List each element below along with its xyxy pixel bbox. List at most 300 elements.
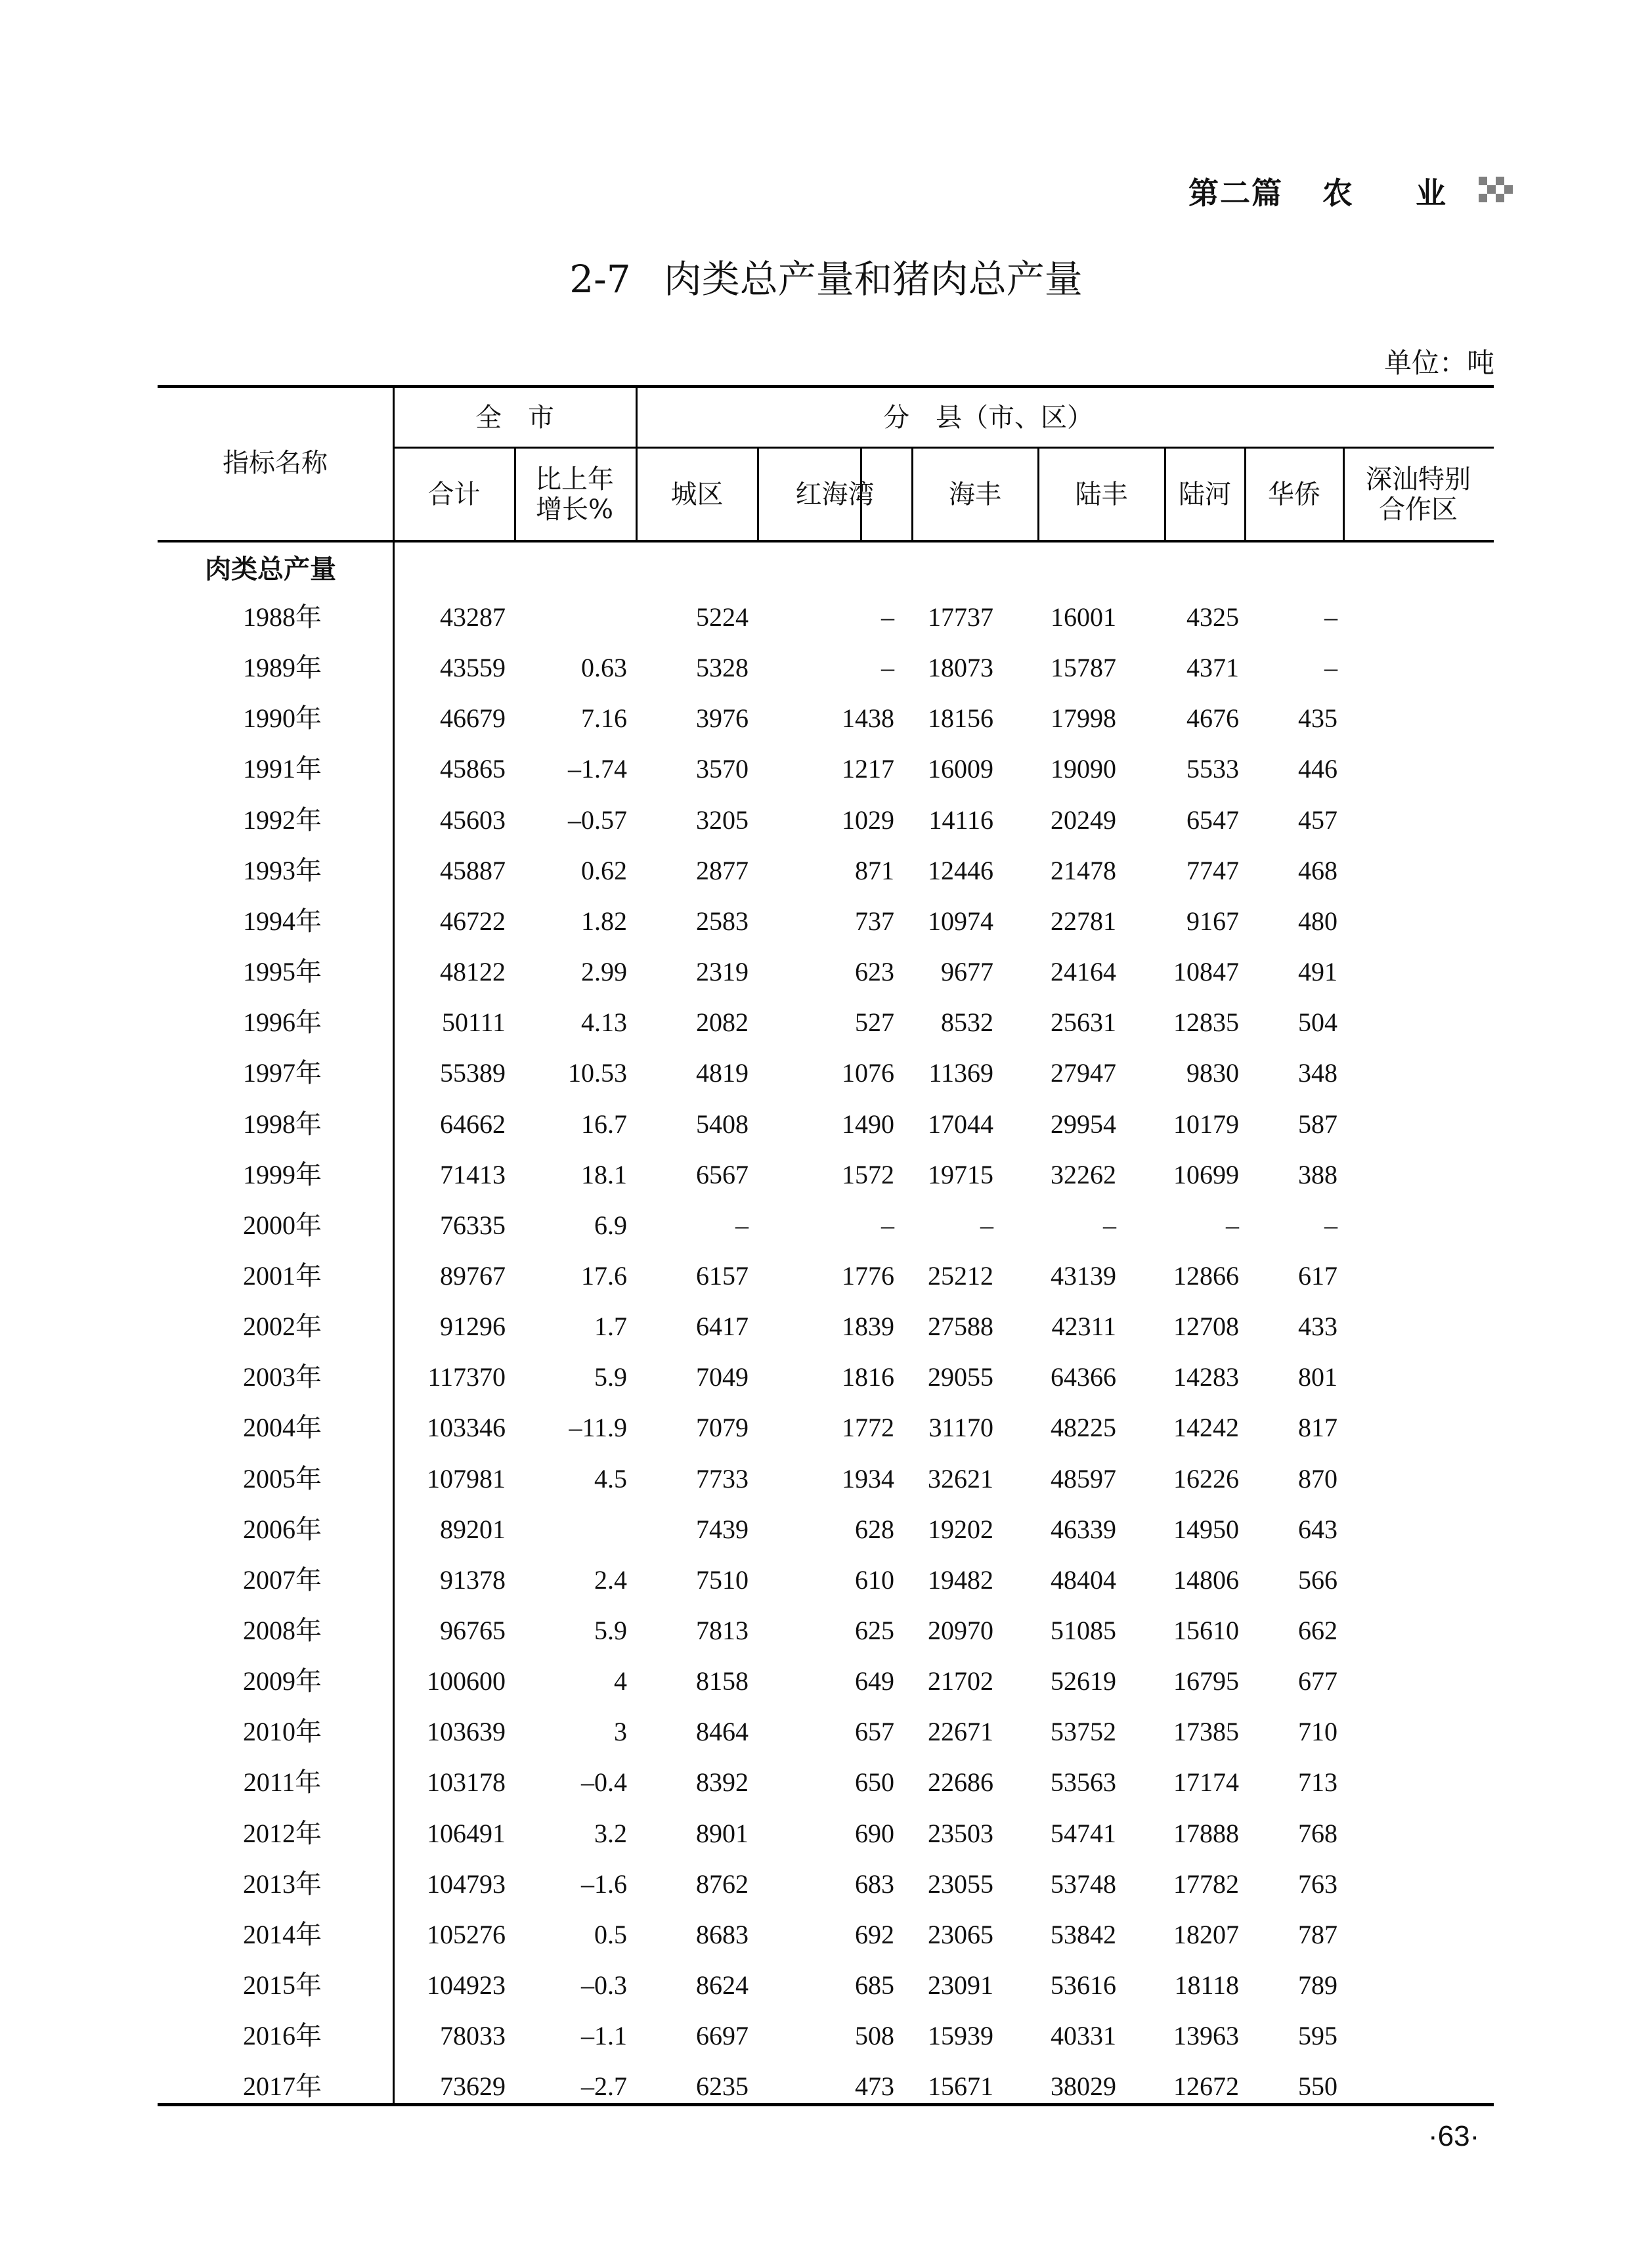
- cell-luhe: 13963: [1173, 2021, 1239, 2050]
- cell-huaqiao: 763: [1298, 1869, 1337, 1899]
- cell-total: 107981: [427, 1464, 506, 1494]
- cell-lufeng: 21478: [1051, 856, 1116, 885]
- cell-growth: –1.74: [568, 754, 627, 784]
- cell-haifeng: 17737: [928, 602, 993, 632]
- cell-growth: –1.1: [581, 2021, 627, 2050]
- cell-shenshan: [1359, 598, 1477, 637]
- cell-growth: –0.57: [568, 805, 627, 835]
- cell-huaqiao: 713: [1298, 1767, 1337, 1797]
- cell-total: 89201: [440, 1515, 506, 1544]
- cell-shenshan: [1359, 1865, 1477, 1904]
- cell-haifeng: 29055: [928, 1362, 993, 1392]
- cell-lufeng: 43139: [1051, 1261, 1116, 1291]
- cell-growth: 10.53: [568, 1058, 627, 1088]
- cell-chengqu: 6235: [696, 2071, 749, 2101]
- cell-total: 117370: [427, 1362, 506, 1392]
- cell-honghaiwan: –: [881, 602, 894, 632]
- cell-chengqu: 6567: [696, 1160, 749, 1189]
- cell-huaqiao: 550: [1298, 2071, 1337, 2101]
- cell-shenshan: [1359, 1712, 1477, 1752]
- row-year: 2004年: [243, 1413, 322, 1442]
- cell-shenshan: [1359, 1611, 1477, 1650]
- row-year: 2003年: [243, 1362, 322, 1392]
- cell-chengqu: 3205: [696, 805, 749, 835]
- cell-luhe: 15610: [1173, 1616, 1239, 1645]
- cell-total: 89767: [440, 1261, 506, 1291]
- cell-luhe: 12708: [1173, 1312, 1239, 1341]
- header-divider: [514, 448, 516, 541]
- cell-growth: 1.82: [581, 906, 627, 936]
- row-year: 1995年: [243, 957, 322, 986]
- cell-lufeng: 24164: [1051, 957, 1116, 986]
- cell-huaqiao: 480: [1298, 906, 1337, 936]
- table-number: 2-7: [569, 257, 631, 301]
- cell-shenshan: [1359, 2016, 1477, 2056]
- cell-chengqu: 3976: [696, 703, 749, 733]
- cell-growth: 18.1: [581, 1160, 627, 1189]
- cell-huaqiao: 504: [1298, 1007, 1337, 1037]
- cell-lufeng: 19090: [1051, 754, 1116, 784]
- cell-shenshan: [1359, 1053, 1477, 1093]
- cell-luhe: 18118: [1174, 1970, 1239, 2000]
- cell-total: 91296: [440, 1312, 506, 1341]
- cell-shenshan: [1359, 1966, 1477, 2005]
- cell-shenshan: [1359, 1206, 1477, 1245]
- cell-lufeng: 40331: [1051, 2021, 1116, 2050]
- cell-growth: 0.5: [594, 1920, 627, 1949]
- cell-growth: 5.9: [594, 1616, 627, 1645]
- cell-growth: 16.7: [581, 1109, 627, 1139]
- cell-haifeng: 18156: [928, 703, 993, 733]
- cell-haifeng: 23055: [928, 1869, 993, 1899]
- cell-growth: –0.3: [581, 1970, 627, 2000]
- cell-huaqiao: –: [1324, 1210, 1337, 1240]
- cell-shenshan: [1359, 801, 1477, 840]
- cell-lufeng: 53748: [1051, 1869, 1116, 1899]
- row-year: 1990年: [243, 703, 322, 733]
- cell-lufeng: 53616: [1051, 1970, 1116, 2000]
- cell-chengqu: 8901: [696, 1819, 749, 1848]
- row-year: 1994年: [243, 906, 322, 936]
- cell-luhe: 5533: [1186, 754, 1239, 784]
- header-honghaiwan: 红海湾: [795, 479, 875, 510]
- cell-luhe: 12672: [1173, 2071, 1239, 2101]
- cell-huaqiao: 595: [1298, 2021, 1337, 2050]
- cell-luhe: 12835: [1173, 1007, 1239, 1037]
- cell-chengqu: 6417: [696, 1312, 749, 1341]
- cell-haifeng: 10974: [928, 906, 993, 936]
- cell-total: 91378: [440, 1565, 506, 1595]
- row-year: 2006年: [243, 1515, 322, 1544]
- cell-growth: 4.13: [581, 1007, 627, 1037]
- cell-lufeng: 15787: [1051, 653, 1116, 682]
- cell-chengqu: 4819: [696, 1058, 749, 1088]
- cell-huaqiao: –: [1324, 602, 1337, 632]
- row-year: 2010年: [243, 1717, 322, 1746]
- cell-growth: 7.16: [581, 703, 627, 733]
- cell-honghaiwan: 508: [855, 2021, 894, 2050]
- cell-huaqiao: 817: [1298, 1413, 1337, 1442]
- cell-haifeng: 11369: [928, 1058, 993, 1088]
- cell-haifeng: 8532: [941, 1007, 993, 1037]
- cell-lufeng: 16001: [1051, 602, 1116, 632]
- cell-honghaiwan: 1438: [842, 703, 894, 733]
- cell-total: 103346: [427, 1413, 506, 1442]
- cell-lufeng: 48225: [1051, 1413, 1116, 1442]
- cell-huaqiao: 768: [1298, 1819, 1337, 1848]
- row-year: 2013年: [243, 1869, 322, 1899]
- cell-huaqiao: 789: [1298, 1970, 1337, 2000]
- cell-total: 96765: [440, 1616, 506, 1645]
- cell-honghaiwan: 473: [855, 2071, 894, 2101]
- cell-total: 45887: [440, 856, 506, 885]
- row-year: 1993年: [243, 856, 322, 885]
- cell-honghaiwan: 690: [855, 1819, 894, 1848]
- cell-honghaiwan: 685: [855, 1970, 894, 2000]
- cell-chengqu: 5408: [696, 1109, 749, 1139]
- cell-huaqiao: 446: [1298, 754, 1337, 784]
- cell-huaqiao: 710: [1298, 1717, 1337, 1746]
- cell-honghaiwan: –: [881, 653, 894, 682]
- row-year: 1991年: [243, 754, 322, 784]
- cell-honghaiwan: –: [881, 1210, 894, 1240]
- cell-luhe: 16226: [1173, 1464, 1239, 1494]
- cell-lufeng: 48404: [1051, 1565, 1116, 1595]
- header-divider: [1343, 448, 1345, 541]
- row-year: 2007年: [243, 1565, 322, 1595]
- cell-growth: 3: [614, 1717, 627, 1746]
- cell-lufeng: 51085: [1051, 1616, 1116, 1645]
- cell-total: 46679: [440, 703, 506, 733]
- row-year: 2017年: [243, 2071, 322, 2101]
- cell-haifeng: 9677: [941, 957, 993, 986]
- cell-growth: [509, 598, 627, 637]
- cell-luhe: 6547: [1186, 805, 1239, 835]
- cell-total: 45603: [440, 805, 506, 835]
- cell-shenshan: [1359, 2067, 1477, 2106]
- row-year: 2012年: [243, 1819, 322, 1848]
- cell-huaqiao: 787: [1298, 1920, 1337, 1949]
- checker-pattern-icon: [1479, 175, 1518, 207]
- cell-chengqu: 7079: [696, 1413, 749, 1442]
- cell-luhe: 12866: [1173, 1261, 1239, 1291]
- cell-honghaiwan: 1934: [842, 1464, 894, 1494]
- cell-growth: [509, 1510, 627, 1549]
- cell-shenshan: [1359, 1256, 1477, 1296]
- cell-shenshan: [1359, 749, 1477, 789]
- header-huaqiao: 华侨: [1268, 479, 1320, 510]
- cell-luhe: 9167: [1186, 906, 1239, 936]
- cell-shenshan: [1359, 1459, 1477, 1499]
- cell-luhe: 16795: [1173, 1666, 1239, 1696]
- cell-honghaiwan: 625: [855, 1616, 894, 1645]
- table-title: [0, 248, 1652, 303]
- cell-chengqu: 7813: [696, 1616, 749, 1645]
- cell-luhe: 4371: [1186, 653, 1239, 682]
- cell-huaqiao: 643: [1298, 1515, 1337, 1544]
- cell-haifeng: 21702: [928, 1666, 993, 1696]
- cell-haifeng: 31170: [928, 1413, 993, 1442]
- cell-honghaiwan: 1490: [842, 1109, 894, 1139]
- cell-luhe: 14283: [1173, 1362, 1239, 1392]
- cell-huaqiao: 662: [1298, 1616, 1337, 1645]
- row-year: 2009年: [243, 1666, 322, 1696]
- cell-haifeng: 16009: [928, 754, 993, 784]
- cell-total: 76335: [440, 1210, 506, 1240]
- header-bottom-rule: [158, 540, 1494, 542]
- cell-luhe: 14950: [1173, 1515, 1239, 1544]
- table-title-text: 肉类总产量和猪肉总产量: [663, 257, 1083, 301]
- cell-chengqu: 7049: [696, 1362, 749, 1392]
- cell-luhe: 17888: [1173, 1819, 1239, 1848]
- cell-growth: –1.6: [581, 1869, 627, 1899]
- cell-total: 100600: [427, 1666, 506, 1696]
- cell-haifeng: 22671: [928, 1717, 993, 1746]
- cell-haifeng: 18073: [928, 653, 993, 682]
- cell-total: 50111: [441, 1007, 506, 1037]
- cell-haifeng: 19715: [928, 1160, 993, 1189]
- cell-chengqu: 6157: [696, 1261, 749, 1291]
- cell-honghaiwan: 737: [855, 906, 894, 936]
- cell-luhe: 14806: [1173, 1565, 1239, 1595]
- cell-lufeng: 25631: [1051, 1007, 1116, 1037]
- cell-growth: 17.6: [581, 1261, 627, 1291]
- cell-haifeng: 23091: [928, 1970, 993, 2000]
- cell-haifeng: 19202: [928, 1515, 993, 1544]
- header-growth: 比上年 增长%: [535, 464, 614, 525]
- cell-lufeng: 27947: [1051, 1058, 1116, 1088]
- header-row-label: 指标名称: [223, 448, 328, 478]
- cell-total: 78033: [440, 2021, 506, 2050]
- row-year: 2015年: [243, 1970, 322, 2000]
- cell-haifeng: 12446: [928, 856, 993, 885]
- header-group-counties: 分 县（市、区）: [883, 402, 1093, 433]
- cell-honghaiwan: 1772: [842, 1413, 894, 1442]
- cell-growth: 6.9: [594, 1210, 627, 1240]
- cell-growth: 0.62: [581, 856, 627, 885]
- cell-total: 55389: [440, 1058, 506, 1088]
- cell-haifeng: 25212: [928, 1261, 993, 1291]
- cell-honghaiwan: 1776: [842, 1261, 894, 1291]
- cell-lufeng: 53752: [1051, 1717, 1116, 1746]
- cell-total: 104793: [427, 1869, 506, 1899]
- cell-lufeng: 54741: [1051, 1819, 1116, 1848]
- cell-lufeng: 53842: [1051, 1920, 1116, 1949]
- cell-growth: 2.4: [594, 1565, 627, 1595]
- cell-total: 45865: [440, 754, 506, 784]
- cell-chengqu: 5224: [696, 602, 749, 632]
- cell-shenshan: [1359, 1358, 1477, 1397]
- cell-luhe: 10179: [1173, 1109, 1239, 1139]
- row-year: 2008年: [243, 1616, 322, 1645]
- cell-haifeng: 17044: [928, 1109, 993, 1139]
- cell-huaqiao: 870: [1298, 1464, 1337, 1494]
- cell-honghaiwan: 649: [855, 1666, 894, 1696]
- chapter-part: 第二篇: [1188, 175, 1283, 211]
- cell-haifeng: 22686: [928, 1767, 993, 1797]
- cell-lufeng: 32262: [1051, 1160, 1116, 1189]
- section-label-meat-total: 肉类总产量: [205, 554, 336, 585]
- cell-lufeng: 53563: [1051, 1767, 1116, 1797]
- cell-haifeng: 15671: [928, 2071, 993, 2101]
- cell-honghaiwan: 1217: [842, 754, 894, 784]
- cell-shenshan: [1359, 1662, 1477, 1701]
- cell-haifeng: 19482: [928, 1565, 993, 1595]
- cell-lufeng: 42311: [1051, 1312, 1116, 1341]
- cell-haifeng: 14116: [928, 805, 993, 835]
- cell-chengqu: 2319: [696, 957, 749, 986]
- cell-total: 103639: [427, 1717, 506, 1746]
- cell-haifeng: 23065: [928, 1920, 993, 1949]
- cell-huaqiao: 677: [1298, 1666, 1337, 1696]
- cell-huaqiao: 348: [1298, 1058, 1337, 1088]
- cell-haifeng: 15939: [928, 2021, 993, 2050]
- cell-honghaiwan: 657: [855, 1717, 894, 1746]
- cell-huaqiao: 433: [1298, 1312, 1337, 1341]
- cell-growth: 5.9: [594, 1362, 627, 1392]
- cell-honghaiwan: 628: [855, 1515, 894, 1544]
- cell-honghaiwan: 1839: [842, 1312, 894, 1341]
- cell-chengqu: 7439: [696, 1515, 749, 1544]
- cell-shenshan: [1359, 1307, 1477, 1346]
- header-haifeng: 海丰: [949, 479, 1001, 510]
- row-year: 1998年: [243, 1109, 322, 1139]
- cell-chengqu: 7733: [696, 1464, 749, 1494]
- cell-haifeng: 20970: [928, 1616, 993, 1645]
- cell-luhe: 10847: [1173, 957, 1239, 986]
- cell-chengqu: 8762: [696, 1869, 749, 1899]
- cell-luhe: 9830: [1186, 1058, 1239, 1088]
- page-number: ·63·: [1428, 2120, 1480, 2152]
- header-total: 合计: [427, 479, 481, 510]
- cell-total: 105276: [427, 1920, 506, 1949]
- row-year: 2002年: [243, 1312, 322, 1341]
- cell-honghaiwan: 1572: [842, 1160, 894, 1189]
- cell-shenshan: [1359, 952, 1477, 992]
- cell-shenshan: [1359, 1561, 1477, 1600]
- cell-haifeng: 23503: [928, 1819, 993, 1848]
- cell-lufeng: –: [1103, 1210, 1116, 1240]
- row-year: 1992年: [243, 805, 322, 835]
- chapter-subject: 农 业: [1322, 175, 1473, 211]
- cell-honghaiwan: 527: [855, 1007, 894, 1037]
- cell-haifeng: –: [980, 1210, 993, 1240]
- cell-growth: 4: [614, 1666, 627, 1696]
- cell-chengqu: 7510: [696, 1565, 749, 1595]
- row-year: 2016年: [243, 2021, 322, 2050]
- cell-honghaiwan: 692: [855, 1920, 894, 1949]
- cell-honghaiwan: 650: [855, 1767, 894, 1797]
- cell-chengqu: 5328: [696, 653, 749, 682]
- cell-honghaiwan: 871: [855, 856, 894, 885]
- cell-huaqiao: 388: [1298, 1160, 1337, 1189]
- cell-honghaiwan: 1076: [842, 1058, 894, 1088]
- cell-shenshan: [1359, 1510, 1477, 1549]
- cell-luhe: 14242: [1173, 1413, 1239, 1442]
- cell-total: 48122: [440, 957, 506, 986]
- cell-shenshan: [1359, 1105, 1477, 1144]
- cell-honghaiwan: 683: [855, 1869, 894, 1899]
- row-year: 2011年: [243, 1767, 322, 1797]
- row-year: 2014年: [243, 1920, 322, 1949]
- cell-huaqiao: 587: [1298, 1109, 1337, 1139]
- cell-growth: –11.9: [569, 1413, 627, 1442]
- unit-label: 单位：吨: [1383, 347, 1494, 379]
- cell-luhe: 4325: [1186, 602, 1239, 632]
- cell-chengqu: 2877: [696, 856, 749, 885]
- header-lufeng: 陆丰: [1075, 479, 1128, 510]
- cell-shenshan: [1359, 1408, 1477, 1448]
- cell-chengqu: 6697: [696, 2021, 749, 2050]
- cell-haifeng: 32621: [928, 1464, 993, 1494]
- cell-honghaiwan: 610: [855, 1565, 894, 1595]
- row-year: 1989年: [243, 653, 322, 682]
- cell-total: 71413: [440, 1160, 506, 1189]
- row-year: 1999年: [243, 1160, 322, 1189]
- cell-luhe: 4676: [1186, 703, 1239, 733]
- cell-huaqiao: 566: [1298, 1565, 1337, 1595]
- cell-growth: 3.2: [594, 1819, 627, 1848]
- cell-huaqiao: 435: [1298, 703, 1337, 733]
- cell-chengqu: 2082: [696, 1007, 749, 1037]
- cell-huaqiao: 468: [1298, 856, 1337, 885]
- cell-total: 64662: [440, 1109, 506, 1139]
- cell-chengqu: 8158: [696, 1666, 749, 1696]
- cell-chengqu: –: [735, 1210, 749, 1240]
- cell-chengqu: 2583: [696, 906, 749, 936]
- cell-shenshan: [1359, 851, 1477, 891]
- header-shenshan: 深汕特别 合作区: [1366, 464, 1471, 525]
- cell-luhe: 10699: [1173, 1160, 1239, 1189]
- cell-honghaiwan: 1029: [842, 805, 894, 835]
- cell-chengqu: 8624: [696, 1970, 749, 2000]
- cell-lufeng: 22781: [1051, 906, 1116, 936]
- cell-chengqu: 8464: [696, 1717, 749, 1746]
- header-chengqu: 城区: [670, 479, 724, 510]
- cell-shenshan: [1359, 648, 1477, 688]
- cell-total: 106491: [427, 1819, 506, 1848]
- cell-shenshan: [1359, 902, 1477, 941]
- header-group-city: 全 市: [475, 402, 554, 433]
- row-year: 1997年: [243, 1058, 322, 1088]
- cell-lufeng: 52619: [1051, 1666, 1116, 1696]
- header-luhe: 陆河: [1179, 479, 1231, 510]
- cell-shenshan: [1359, 1763, 1477, 1802]
- row-year: 1996年: [243, 1007, 322, 1037]
- cell-shenshan: [1359, 1003, 1477, 1042]
- cell-growth: 2.99: [581, 957, 627, 986]
- cell-luhe: 17782: [1173, 1869, 1239, 1899]
- cell-growth: –0.4: [581, 1767, 627, 1797]
- cell-shenshan: [1359, 1155, 1477, 1195]
- row-year: 2005年: [243, 1464, 322, 1494]
- cell-shenshan: [1359, 699, 1477, 738]
- cell-huaqiao: 617: [1298, 1261, 1337, 1291]
- cell-lufeng: 38029: [1051, 2071, 1116, 2101]
- cell-lufeng: 46339: [1051, 1515, 1116, 1544]
- cell-lufeng: 29954: [1051, 1109, 1116, 1139]
- cell-total: 103178: [427, 1767, 506, 1797]
- cell-chengqu: 8392: [696, 1767, 749, 1797]
- cell-total: 73629: [440, 2071, 506, 2101]
- cell-huaqiao: 491: [1298, 957, 1337, 986]
- cell-growth: –2.7: [581, 2071, 627, 2101]
- cell-growth: 0.63: [581, 653, 627, 682]
- cell-luhe: 17174: [1173, 1767, 1239, 1797]
- chapter-header: [1188, 168, 1518, 214]
- cell-huaqiao: 801: [1298, 1362, 1337, 1392]
- cell-luhe: 17385: [1173, 1717, 1239, 1746]
